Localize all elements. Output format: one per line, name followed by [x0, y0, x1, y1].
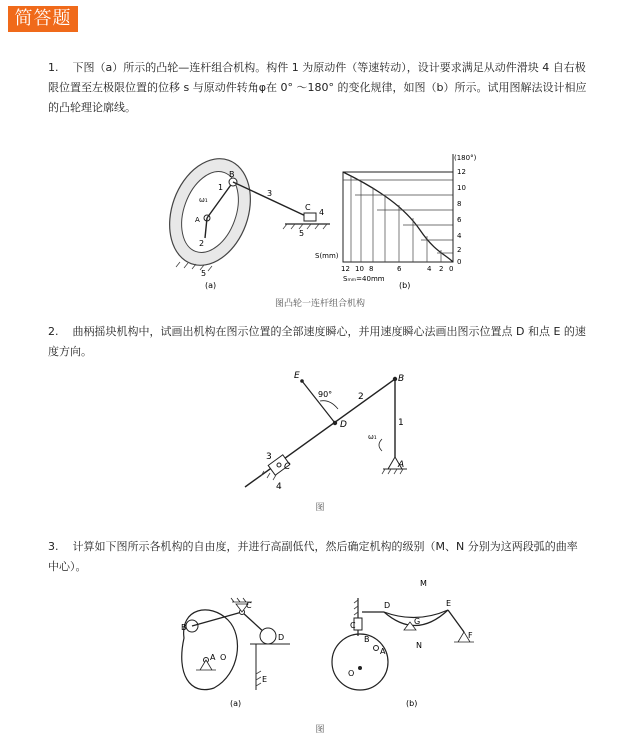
label-5-slider: 5: [299, 229, 305, 238]
phi-tick-2: 2: [457, 246, 462, 254]
label-A: A: [380, 647, 386, 656]
phi-tick-6: 6: [457, 216, 462, 224]
question-text: 计算如下图所示各机构的自由度，并进行高副低代，然后确定机构的级别（M、N 分别为这两段弧的曲率中心）。: [48, 540, 578, 573]
figure-1a: [165, 150, 330, 290]
label-omega: ω₁: [199, 196, 208, 204]
label-4: 4: [276, 482, 282, 492]
label-D: D: [340, 420, 347, 430]
ground-E-hatch: [256, 671, 261, 686]
label-2: 2: [358, 392, 364, 402]
joint-O: [358, 666, 362, 670]
figure-3-caption: 图: [315, 725, 325, 735]
label-B: B: [229, 170, 235, 179]
label-4: 4: [319, 208, 325, 217]
label-A: A: [195, 216, 200, 224]
s-axis-label: S(mm): [315, 252, 339, 260]
label-B: B: [181, 623, 187, 632]
label-A: A: [398, 460, 405, 470]
label-O: O: [348, 669, 355, 678]
section-tag: 简答题: [8, 6, 78, 32]
question-text: 下图（a）所示的凸轮—连杆组合机构。构件 1 为原动件（等速转动），设计要求满足从动件滑块 4 自右极限位置至左极限位置的位移 s 与原动件转角φ在 0° ～180° 的变化规律，如图（b）所示。试用图解法设计相应的凸轮理论廓线。: [48, 61, 587, 114]
label-B: B: [364, 635, 370, 644]
figure-1b: [315, 154, 477, 290]
s-tick-8: 8: [369, 265, 374, 273]
roller-D: [260, 628, 276, 644]
s-tick-0: 0: [449, 265, 454, 273]
figure-2-crank-rocker: [240, 365, 420, 495]
link-EF: [448, 610, 464, 632]
label-omega: ω₁: [368, 433, 377, 441]
wheel-O: [332, 634, 388, 690]
label-A: A: [210, 653, 216, 662]
subcaption-a: (a): [230, 699, 242, 708]
label-O: O: [220, 653, 227, 662]
s-tick-6: 6: [397, 265, 402, 273]
label-5-cam: 5: [201, 269, 207, 278]
question-text: 曲柄摇块机构中，试画出机构在图示位置的全部速度瞬心，并用速度瞬心法画出图示位置点 D 和点 E 的速度方向。: [48, 325, 586, 358]
label-2: 2: [199, 239, 205, 248]
scale-label: Sₘₘ=40mm: [343, 275, 385, 283]
label-C: C: [284, 462, 291, 472]
label-F: F: [468, 631, 473, 640]
slider-4: [304, 213, 316, 221]
phi-tick-10: 10: [457, 184, 466, 192]
label-B: B: [398, 374, 405, 384]
label-D: D: [278, 633, 285, 642]
figure-3-mechanisms: [170, 578, 490, 718]
phi-tick-0: 0: [457, 258, 462, 266]
label-C: C: [305, 203, 311, 212]
label-N: N: [416, 641, 422, 650]
s-tick-4: 4: [427, 265, 432, 273]
label-3: 3: [267, 189, 273, 198]
phi-tick-12: 12: [457, 168, 466, 176]
label-1: 1: [398, 418, 404, 428]
joint-A: [374, 646, 379, 651]
s-tick-12: 12: [341, 265, 350, 273]
figure-3b: [332, 579, 474, 708]
s-curve: [343, 172, 453, 262]
label-D: D: [384, 601, 391, 610]
label-E: E: [294, 371, 300, 381]
label-C: C: [350, 621, 356, 630]
label-M: M: [420, 579, 427, 588]
s-tick-10: 10: [355, 265, 364, 273]
question-number: 2.: [48, 325, 59, 338]
figure-3a: [181, 598, 290, 708]
point-E: [300, 379, 304, 383]
point-D: [333, 421, 337, 425]
label-1: 1: [218, 183, 224, 192]
diagram-hlines: [343, 180, 453, 253]
subcaption-b: (b): [406, 699, 418, 708]
phi-tick-4: 4: [457, 232, 462, 240]
subcaption-b: (b): [399, 281, 411, 290]
ground-hatch: [283, 224, 327, 229]
point-B: [393, 377, 397, 381]
subcaption-a: (a): [205, 281, 217, 290]
label-E: E: [262, 675, 268, 684]
figure-1-cam-linkage: [165, 150, 485, 295]
figure-2-caption: 图: [315, 503, 325, 513]
label-E: E: [446, 599, 452, 608]
label-G: G: [414, 617, 421, 626]
label-C: C: [246, 601, 252, 610]
question-number: 1.: [48, 61, 59, 74]
s-tick-2: 2: [439, 265, 444, 273]
diagram-vlines: [351, 176, 441, 262]
phi-axis-title: (180°): [454, 154, 477, 162]
question-1: [48, 58, 588, 118]
omega-arrow: [379, 439, 382, 451]
question-number: 3.: [48, 540, 59, 553]
question-2: [48, 322, 588, 362]
label-3: 3: [266, 452, 272, 462]
question-3: [48, 537, 588, 577]
phi-tick-8: 8: [457, 200, 462, 208]
figure-1-caption: 图凸轮一连杆组合机构: [274, 299, 365, 309]
label-90: 90°: [318, 390, 333, 399]
